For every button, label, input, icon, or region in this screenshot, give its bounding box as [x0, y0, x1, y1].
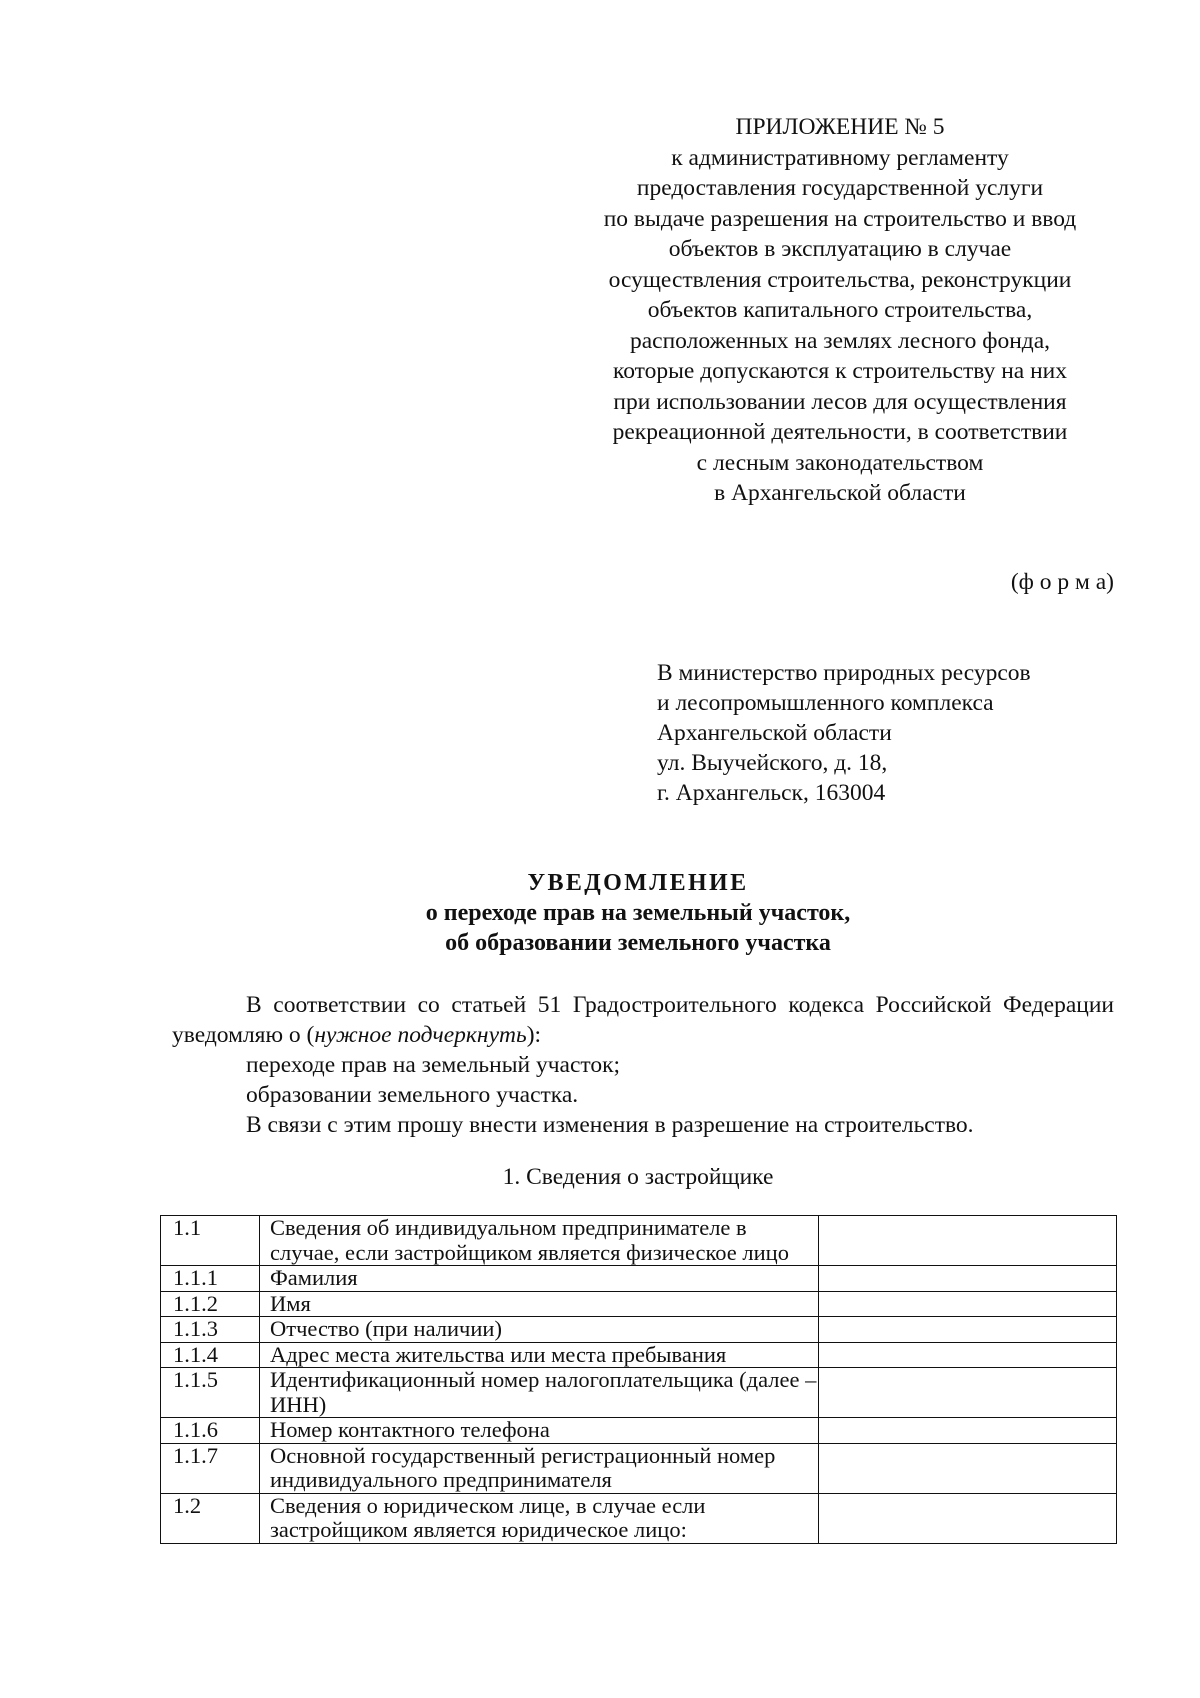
row-label: Идентификационный номер налогоплательщика (далее – ИНН) [260, 1368, 819, 1418]
table-row [161, 1342, 1117, 1368]
option-transfer-rights: переходе прав на земельный участок; [246, 1052, 621, 1078]
appendix-line: объектов капитального строительства, [647, 297, 1033, 323]
row-value-field[interactable] [819, 1317, 1117, 1343]
appendix-line: в Архангельской области [714, 480, 966, 506]
row-label: Сведения о юридическом лице, в случае если застройщиком является юридическое лицо: [260, 1493, 819, 1543]
table-row [161, 1443, 1117, 1493]
intro-paragraph [172, 990, 1114, 1050]
appendix-header [570, 112, 1110, 509]
row-value-field[interactable] [819, 1342, 1117, 1368]
table-row [161, 1493, 1117, 1543]
recipient-line: и лесопромышленного комплекса [657, 690, 994, 716]
recipient-line: г. Архангельск, 163004 [657, 780, 886, 806]
appendix-line: которые допускаются к строительству на них [613, 358, 1067, 384]
appendix-line: при использовании лесов для осуществления [613, 388, 1067, 415]
row-label: Фамилия [260, 1266, 819, 1292]
row-value-field[interactable] [819, 1418, 1117, 1444]
table-row [161, 1266, 1117, 1292]
intro-italic-note: нужное подчеркнуть [314, 1022, 527, 1048]
appendix-line: рекреационной деятельности, в соответствии [612, 419, 1068, 445]
table-row [161, 1216, 1117, 1266]
row-number: 1.1.2 [161, 1291, 260, 1317]
document-title [0, 868, 1200, 958]
row-label: Отчество (при наличии) [260, 1317, 819, 1343]
row-number: 1.2 [161, 1493, 260, 1543]
form-label: (ф о р м а) [1010, 569, 1114, 595]
notification-body [172, 990, 1114, 1140]
appendix-line: по выдаче разрешения на строительство и ввод [603, 205, 1077, 232]
appendix-line: объектов в эксплуатацию в случае [668, 236, 1012, 262]
recipient-address [657, 658, 1031, 808]
row-value-field[interactable] [819, 1368, 1117, 1418]
row-value-field[interactable] [819, 1443, 1117, 1493]
recipient-line: Архангельской области [657, 720, 892, 746]
appendix-line: расположенных на землях лесного фонда, [629, 327, 1051, 354]
title-subline: об образовании земельного участка [445, 930, 831, 956]
table-row [161, 1317, 1117, 1343]
table-row [161, 1368, 1117, 1418]
row-number: 1.1 [161, 1216, 260, 1266]
option-land-formation: образовании земельного участка. [246, 1082, 579, 1108]
intro-text: В соответствии со статьей 51 Градостроительного кодекса Российской Федерации уведомляю о ( [172, 992, 1114, 1048]
title-main: УВЕДОМЛЕНИЕ [527, 870, 749, 896]
developer-info-table [160, 1215, 1117, 1544]
request-paragraph: В связи с этим прошу внести изменения в разрешение на строительство. [246, 1112, 974, 1138]
row-label: Основной государственный регистрационный номер индивидуального предпринимателя [260, 1443, 819, 1493]
table-row [161, 1291, 1117, 1317]
table-row [161, 1418, 1117, 1444]
appendix-line: ПРИЛОЖЕНИЕ № 5 [735, 114, 945, 140]
recipient-line: ул. Выучейского, д. 18, [657, 750, 888, 776]
appendix-line: осуществления строительства, реконструкции [608, 266, 1072, 293]
row-number: 1.1.3 [161, 1317, 260, 1343]
row-value-field[interactable] [819, 1291, 1117, 1317]
row-label: Сведения об индивидуальном предпринимателе в случае, если застройщиком является физическое лицо [260, 1216, 819, 1266]
row-number: 1.1.1 [161, 1266, 260, 1292]
title-subline: о переходе прав на земельный участок, [425, 900, 851, 926]
row-value-field[interactable] [819, 1493, 1117, 1543]
row-label: Номер контактного телефона [260, 1418, 819, 1444]
intro-text-end: ): [526, 1022, 542, 1048]
recipient-line: В министерство природных ресурсов [657, 660, 1031, 686]
row-value-field[interactable] [819, 1216, 1117, 1266]
appendix-line: предоставления государственной услуги [636, 175, 1044, 201]
appendix-line: с лесным законодательством [696, 449, 984, 476]
row-value-field[interactable] [819, 1266, 1117, 1292]
row-label: Имя [260, 1291, 819, 1317]
row-label: Адрес места жительства или места пребывания [260, 1342, 819, 1368]
appendix-line: к административному регламенту [671, 144, 1009, 171]
row-number: 1.1.6 [161, 1418, 260, 1444]
row-number: 1.1.7 [161, 1443, 260, 1493]
row-number: 1.1.4 [161, 1342, 260, 1368]
section-title: 1. Сведения о застройщике [502, 1164, 774, 1190]
row-number: 1.1.5 [161, 1368, 260, 1418]
